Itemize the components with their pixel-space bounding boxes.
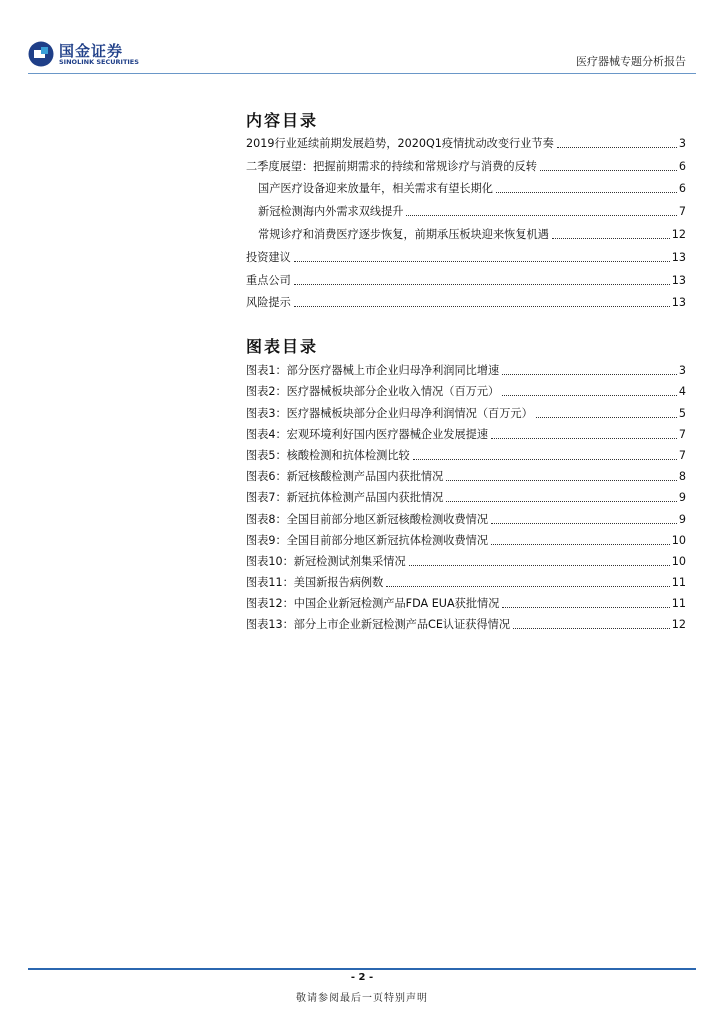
dot-leader	[294, 261, 670, 262]
footer-divider	[28, 968, 696, 970]
page-header	[0, 0, 724, 80]
figure-entry-title: 图表13：部分上市企业新冠检测产品CE认证获得情况	[246, 618, 511, 632]
figure-entry-page: 9	[678, 512, 686, 526]
toc-entry-page: 3	[678, 136, 686, 150]
dot-leader	[513, 628, 670, 629]
figure-entry-title: 图表10：新冠检测试剂集采情况	[246, 554, 406, 568]
figure-entry-page: 3	[678, 364, 686, 378]
toc-entry-page: 13	[671, 296, 686, 310]
toc-entry-page: 6	[678, 159, 686, 173]
dot-leader	[557, 147, 677, 148]
figure-entry[interactable]	[246, 527, 686, 548]
footer-disclaimer: 敬请参阅最后一页特别声明	[296, 993, 428, 1004]
dot-leader	[502, 374, 677, 375]
toc-entry-page: 7	[678, 205, 686, 219]
contents-list	[246, 128, 686, 310]
toc-entry-title: 重点公司	[246, 273, 291, 287]
toc-entry-title: 投资建议	[246, 250, 291, 264]
figure-entry[interactable]	[246, 421, 686, 442]
dot-leader	[386, 586, 669, 587]
figure-entry[interactable]	[246, 357, 686, 378]
figure-entry-page: 11	[671, 576, 686, 590]
toc-entry-title: 国产医疗设备迎来放量年，相关需求有望长期化	[258, 182, 493, 196]
toc-subentry[interactable]	[246, 196, 686, 219]
figure-entry-title: 图表2：医疗器械板块部分企业收入情况（百万元）	[246, 385, 500, 399]
toc-subentry[interactable]	[246, 174, 686, 197]
dot-leader	[552, 238, 670, 239]
figure-entry[interactable]	[246, 463, 686, 484]
figure-entry-title: 图表7：新冠抗体检测产品国内获批情况	[246, 491, 444, 505]
figure-entry[interactable]	[246, 484, 686, 505]
dot-leader	[491, 544, 670, 545]
toc-entry-title: 新冠检测海内外需求双线提升	[258, 205, 404, 219]
figure-entry-page: 7	[678, 448, 686, 462]
toc-entry[interactable]	[246, 265, 686, 288]
figure-entry-title: 图表6：新冠核酸检测产品国内获批情况	[246, 470, 444, 484]
figure-entry[interactable]	[246, 399, 686, 420]
toc-entry-page: 13	[671, 250, 686, 264]
dot-leader	[294, 306, 670, 307]
dot-leader	[446, 480, 677, 481]
toc-entry[interactable]	[246, 128, 686, 151]
toc-subentry[interactable]	[246, 219, 686, 242]
dot-leader	[540, 170, 677, 171]
sinolink-logo-icon	[28, 41, 54, 67]
figure-entry-title: 图表5：核酸检测和抗体检测比较	[246, 448, 410, 462]
toc-entry-title: 常规诊疗和消费医疗逐步恢复，前期承压板块迎来恢复机遇	[258, 227, 549, 241]
figure-entry[interactable]	[246, 611, 686, 632]
toc-entry-page: 6	[678, 182, 686, 196]
figure-entry-page: 4	[678, 385, 686, 399]
report-type-label: 医疗器械专题分析报告	[576, 55, 686, 68]
dot-leader	[496, 192, 677, 193]
figure-entry-page: 8	[678, 470, 686, 484]
toc-entry[interactable]	[246, 288, 686, 311]
figures-heading: 图表目录	[246, 337, 319, 356]
dot-leader	[536, 417, 677, 418]
toc-entry[interactable]	[246, 242, 686, 265]
figures-list	[246, 357, 686, 632]
figure-entry-title: 图表12：中国企业新冠检测产品FDA EUA获批情况	[246, 597, 500, 611]
figure-entry-title: 图表1：部分医疗器械上市企业归母净利润同比增速	[246, 364, 500, 378]
toc-entry-title: 二季度展望：把握前期需求的持续和常规诊疗与消费的反转	[246, 159, 537, 173]
figure-entry-page: 9	[678, 491, 686, 505]
figure-entry[interactable]	[246, 590, 686, 611]
figure-entry-page: 10	[671, 533, 686, 547]
figure-entry-page: 10	[671, 554, 686, 568]
dot-leader	[491, 523, 677, 524]
toc-entry-page: 12	[671, 227, 686, 241]
figure-entry-title: 图表11：美国新报告病例数	[246, 576, 384, 590]
dot-leader	[446, 501, 677, 502]
figure-entry[interactable]	[246, 442, 686, 463]
page-number: - 2 -	[350, 972, 374, 983]
toc-entry-page: 13	[671, 273, 686, 287]
figure-entry-page: 12	[671, 618, 686, 632]
figure-entry[interactable]	[246, 569, 686, 590]
figure-entry-title: 图表8：全国目前部分地区新冠核酸检测收费情况	[246, 512, 489, 526]
logo-chinese-name: 国金证券	[59, 42, 124, 60]
toc-entry-title: 2019行业延续前期发展趋势，2020Q1疫情扰动改变行业节奏	[246, 136, 554, 150]
figure-entry[interactable]	[246, 505, 686, 526]
figure-entry[interactable]	[246, 378, 686, 399]
contents-heading: 内容目录	[246, 111, 319, 130]
figure-entry-title: 图表4：宏观环境利好国内医疗器械企业发展提速	[246, 427, 489, 441]
figure-entry-page: 7	[678, 427, 686, 441]
figure-entry-page: 5	[678, 406, 686, 420]
logo-english-name: SINOLINK SECURITIES	[59, 58, 139, 66]
dot-leader	[502, 395, 677, 396]
dot-leader	[491, 438, 677, 439]
toc-entry[interactable]	[246, 151, 686, 174]
dot-leader	[502, 607, 669, 608]
company-logo	[28, 41, 138, 71]
dot-leader	[294, 284, 670, 285]
figure-entry[interactable]	[246, 548, 686, 569]
toc-entry-title: 风险提示	[246, 296, 291, 310]
figure-entry-title: 图表9：全国目前部分地区新冠抗体检测收费情况	[246, 533, 489, 547]
dot-leader	[409, 565, 670, 566]
figure-entry-page: 11	[671, 597, 686, 611]
figure-entry-title: 图表3：医疗器械板块部分企业归母净利润情况（百万元）	[246, 406, 533, 420]
dot-leader	[406, 215, 676, 216]
dot-leader	[413, 459, 677, 460]
header-divider	[28, 73, 696, 74]
